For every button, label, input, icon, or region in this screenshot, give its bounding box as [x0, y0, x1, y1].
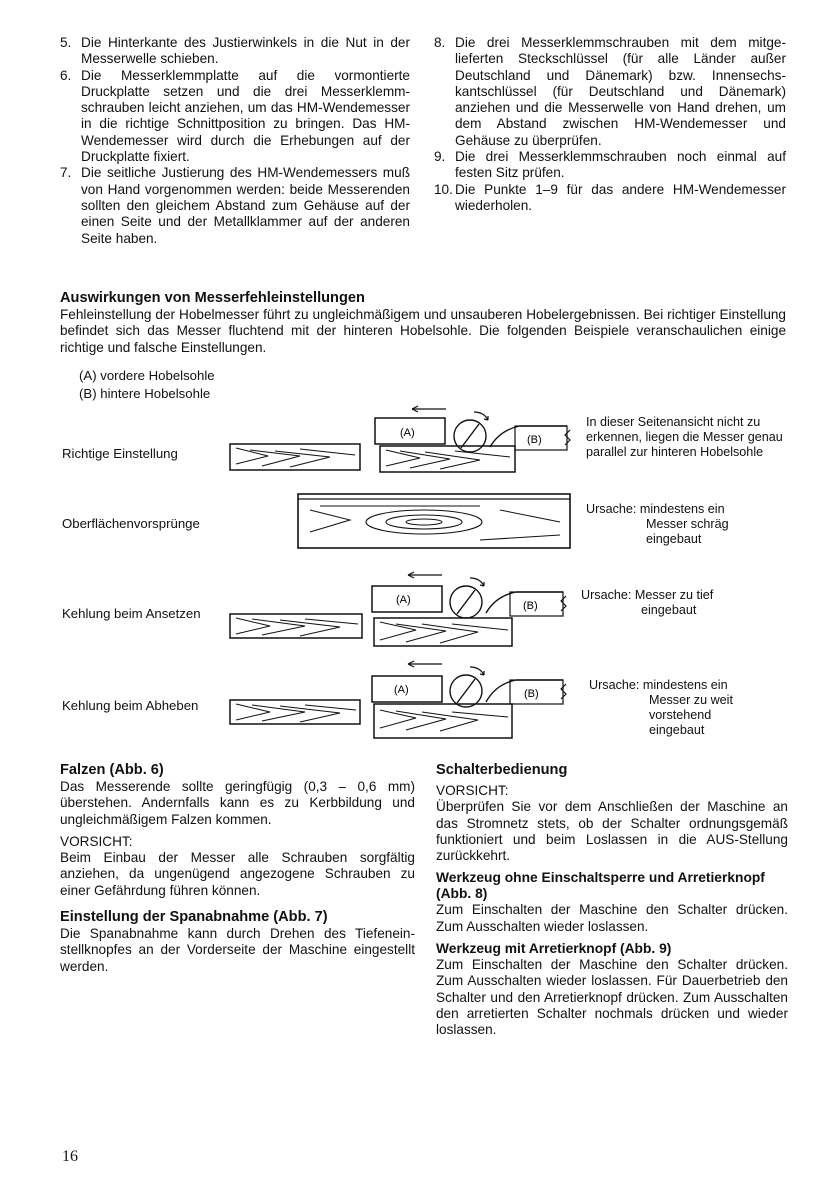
cause-rest: Messer schräg eingebaut — [646, 517, 729, 546]
row-label: Richtige Einstellung — [62, 446, 178, 461]
diagram-snipe-start — [230, 572, 566, 646]
step-item — [434, 149, 786, 182]
paragraph: Zum Einschalten der Maschine den Schalter drücken. Zum Ausschalten wieder loslassen. Für Dauerbetrieb den Schalter und den Arretierknopf drücken. Zum Ausschalten den arretierten Schalter nochmals drücken und wieder loslassen. — [436, 957, 788, 1038]
subsection-title: Werkzeug ohne Einschaltsperre und Arretierknopf (Abb. 8) — [436, 870, 765, 902]
marker-b: (B) — [527, 434, 542, 446]
legend-a: (A) vordere Hobelsohle — [79, 368, 215, 383]
legend-b: (B) hintere Hobelsohle — [79, 386, 211, 401]
cause-head: Ursache: mindestens ein — [589, 678, 728, 692]
paragraph: Das Messerende sollte geringfügig (0,3 – 0,6 mm) überstehen. Andernfalls kann es zu Kerbbildung und ungleichmäßigem Falzen kommen. — [60, 779, 415, 827]
row-label: Kehlung beim Abheben — [62, 698, 199, 713]
section-title: Schalterbedienung — [436, 762, 568, 778]
step-number: 10. — [434, 181, 453, 197]
diagram-surface-bumps — [298, 494, 570, 548]
row-label: Oberflächenvorsprünge — [62, 516, 200, 531]
caution-label: VORSICHT: — [60, 833, 133, 849]
marker-a: (A) — [396, 594, 411, 606]
section-title: Falzen (Abb. 6) — [60, 762, 164, 778]
caution-label: VORSICHT: — [436, 783, 509, 798]
step-number: 9. — [434, 149, 446, 165]
marker-a: (A) — [394, 684, 409, 696]
caution-text: Beim Einbau der Messer alle Schrauben sorgfältig anziehen, da ungenügend angezogene Schrauben zu einer Gefährdung führen können. — [60, 850, 415, 898]
step-text: Die drei Messerklemmschrauben mit dem mitgelieferten Steckschlüssel (für alle Länder außer Deutschland und Dänemark) bzw. Innensechskantschlüssel (für Deutschland und Dänemark) anziehen und die Messerwelle von Hand drehen, um dem Abstand zwischen HM-Wendemesser und Gehäuse zu überprüfen. — [455, 35, 786, 148]
step-text: Die Messerklemmplatte auf die vormontierte Druckplatte setzen und die drei Messerklemmschrauben leicht anziehen, um das HM-Wendemesser in die richtige Schnittposition zu bringen. Das HM-Wendemesser wird durch die Erhebungen auf der Druckplatte fixiert. — [81, 67, 410, 165]
cause-head: Ursache: mindestens ein — [586, 502, 725, 516]
paragraph: Die Spanabnahme kann durch Drehen des Tiefeneinstellknopfes an der Vorderseite der Maschine eingestellt werden. — [60, 926, 415, 974]
section-title: Auswirkungen von Messerfehleinstellungen — [60, 290, 365, 306]
step-item — [60, 68, 410, 166]
step-number: 6. — [60, 67, 72, 83]
diagram-snipe-end — [230, 661, 566, 738]
subsection-title: Werkzeug mit Arretierknopf (Abb. 9) — [436, 941, 672, 957]
marker-a: (A) — [400, 427, 415, 439]
row-label: Kehlung beim Ansetzen — [62, 606, 201, 621]
step-number: 8. — [434, 35, 446, 50]
step-text: Die Punkte 1–9 für das andere HM-Wendemesser wiederholen. — [455, 181, 786, 213]
diagram-correct — [230, 406, 570, 472]
section-intro: Fehleinstellung der Hobelmesser führt zu ungleichmäßigem und unsauberen Hobelergebnissen. Bei richtiger Einstellung befindet sich das Messer fluchtend mit der hinteren Hobelsohle. Die folgenden Beispiele veranschaulichen einige richtige und falsche Einstellungen. — [60, 307, 786, 355]
step-number: 5. — [60, 35, 72, 50]
step-item — [60, 35, 410, 68]
step-item — [60, 165, 410, 246]
steps-list-left — [60, 35, 410, 247]
step-text: Die drei Messerklemmschrauben noch einmal auf festen Sitz prüfen. — [455, 149, 786, 181]
step-number: 7. — [60, 165, 72, 181]
marker-b: (B) — [523, 600, 538, 612]
row-note: In dieser Seitenansicht nicht zu erkennen, liegen die Messer genau parallel zur hinteren Hobelsohle — [586, 415, 783, 459]
step-text: Die Hinterkante des Justierwinkels in die Nut in der Messerwelle schieben. — [81, 35, 410, 67]
cause-rest: Messer zu weit vorstehend eingebaut — [649, 693, 733, 737]
steps-list-right — [434, 35, 786, 214]
step-item — [434, 182, 786, 215]
switch-section — [436, 762, 788, 1039]
cause-rest: eingebaut — [641, 603, 697, 617]
rabbeting-section — [60, 762, 415, 975]
effects-section — [60, 290, 786, 356]
page-number: 16 — [62, 1148, 78, 1165]
section-title: Einstellung der Spanabnahme (Abb. 7) — [60, 909, 328, 926]
caution-text: Überprüfen Sie vor dem Anschließen der Maschine an das Stromnetz stets, ob der Schalter ordnungsgemäß funktioniert und beim Loslassen in die AUS-Stellung zurückkehrt. — [436, 799, 788, 864]
step-text: Die seitliche Justierung des HM-Wendemessers muß von Hand vorgenommen werden: beide Messerenden sollten den gleichem Abstand zum Gehäuse auf der einen Seite und der Metallklammer auf der anderen Seite haben. — [81, 165, 410, 246]
paragraph: Zum Einschalten der Maschine den Schalter drücken. Zum Ausschalten wieder loslassen. — [436, 902, 788, 934]
marker-b: (B) — [524, 688, 539, 700]
planer-diagrams — [0, 390, 838, 750]
step-item — [434, 35, 786, 149]
cause-head: Ursache: Messer zu tief — [581, 588, 714, 602]
